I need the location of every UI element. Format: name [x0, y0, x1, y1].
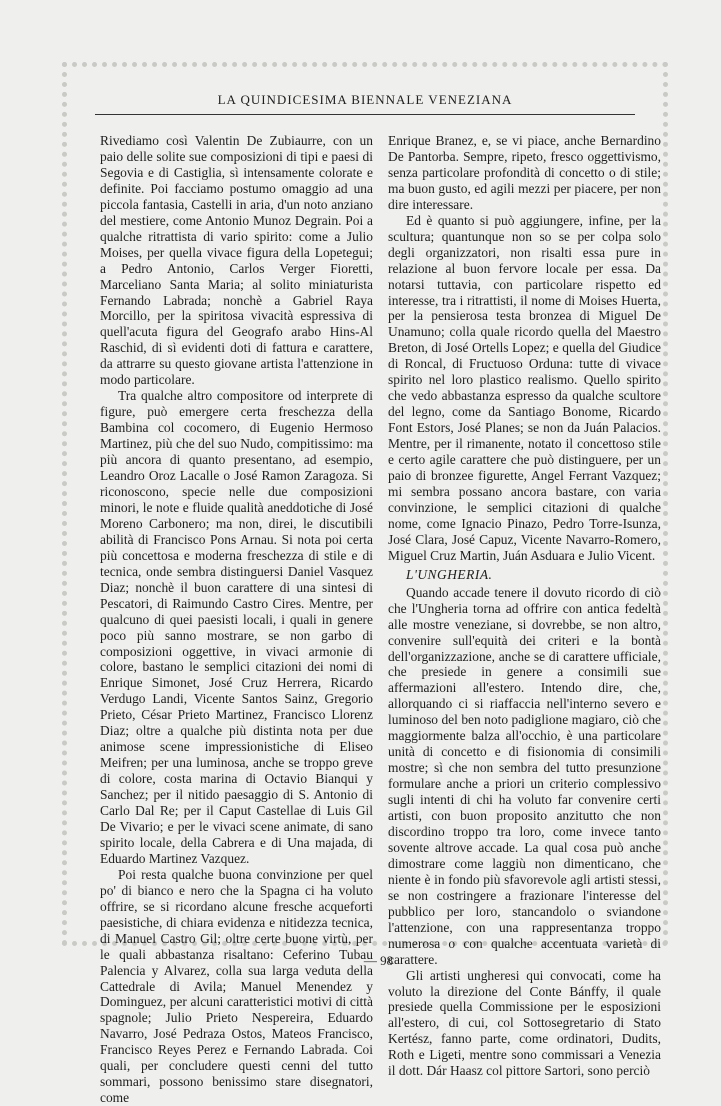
right-column	[388, 133, 661, 1079]
paragraph: Quando accade tenere il dovuto ricordo di ciò che l'Ungheria torna ad offrire con antica fedeltà alle mostre veneziane, si dovrebbe, se non altro, convenire sull'equità dei criteri e la bontà dell'organizzazione, anche se di carattere ufficiale, che presiede in genere a consimili sue affermazioni all'estero. Intendo dire, che, allorquando ci si riaffaccia nell'interno severo e luminoso del ben noto padiglione magiaro, ciò che maggiormente balza all'occhio, è una particolare unità di concetto e di fisionomia di consimili mostre; sì che non sembra del tutto presunzione formulare anche a priori un criterio complessivo sugli intenti di chi ha voluto far convenire certi artisti, con buon proposito anzitutto che non discordino troppo tra loro, come invece tanto sovente altrove accade. La qual cosa può anche dimostrare come laggiù non dimenticano, che niente è in fondo più sfavorevole agli artisti stessi, se non costringere a frazionare l'interesse del pubblico per loro, stancandolo o sviandone l'attenzione, con una rappresentanza troppo numerosa o con qualche accentuata varietà di carattere.	[388, 584, 661, 967]
paragraph: Rivediamo così Valentin De Zubiaurre, con un paio delle solite sue composizioni di tipi e paesi di Segovia e di Castiglia, sì intensamente colorate e definite. Poi facciamo postumo omaggio ad una piccola fantasia, Castelli in aria, d'un noto anziano del mestiere, come Antonio Munoz Degrain. Poi a qualche ritrattista di vario spirito: come a Julio Moises, per quella vivace figura della Lopetegui; a Pedro Antonio, Carlos Verger Fioretti, Marceliano Santa Maria; al solito miniaturista Fernando Labrada; nonchè a Gabriel Raya Morcillo, per la spiritosa vivacità espressiva di quell'acuta figura del Geografo arabo Hins-Al Raschid, di sì evidenti doti di fattura e carattere, da attrarre su questo giovane artista l'attenzione in modo particolare.	[100, 133, 373, 388]
paragraph: Ed è quanto si può aggiungere, infine, per la scultura; quantunque non so se per colpa solo degli organizzatori, non risalti essa pure in relazione al buon fervore locale per essa. Da notarsi tuttavia, con particolare rispetto ed interesse, tra i ritrattisti, il nome di Moises Huerta, per la pensierosa testa bronzea di Miguel De Unamuno; colla quale ricordo quella del Maestro Breton, di José Ortells Lopez; e quella del Giudice di Roncal, di Fructuoso Orduna: tutte di vivace spirito nel loro plastico realismo. Quello spirito che vedo abbastanza espresso da qualche scultore del legno, come da Santiago Bonome, Ricardo Font Estors, José Planes; se non da Juán Palacios. Mentre, per il rimanente, notato il concettoso stile e certo agile carattere che può distinguere, per un paio di bronzee figurette, Angel Ferrant Vazquez; mi sembra possano ancora bastare, con varia convinzione, le semplici citazioni di qualche nome, come Ignacio Pinazo, Pedro Torre-Isunza, José Clara, José Capuz, Vicente Navarro-Romero, Miguel Cruz Martin, Juán Asduara e Julio Vicent.	[388, 212, 661, 563]
running-head: LA QUINDICESIMA BIENNALE VENEZIANA	[217, 92, 513, 107]
paragraph: Enrique Branez, e, se vi piace, anche Bernardino De Pantorba. Sempre, ripeto, fresco oggettivismo, senza particolare profondità di concetto o di stile; ma buon gusto, ed agili mezzi per piacere, per non dire interessare.	[388, 133, 661, 212]
paragraph: Gli artisti ungheresi qui convocati, come ha voluto la direzione del Conte Bánffy, il quale presiede quella Commissione per le esposizioni all'estero, di cui, col Sottosegretario di Stato Kertész, fanno parte, come ordinatori, Dudits, Roth e Ligeti, mentre sono commissari a Venezia il dott. Dár Haasz col pittore Sartori, sono perciò	[388, 967, 661, 1079]
header-rule	[95, 114, 635, 115]
paragraph: Tra qualche altro compositore od interprete di figure, può emergere certa freschezza della Bambina col cocomero, di Eugenio Hermoso Martinez, più che del suo Nudo, compitissimo: ma più ancora di quanto presentano, ad esempio, Leandro Oroz Lacalle o José Ramon Zaragoza. Si riconoscono, specie nelle due composizioni minori, le note e fluide qualità aneddotiche di José Moreno Carbonero; ma non, direi, le discutibili abilità di Francisco Pons Arnau. Si nota poi certa più concettosa e moderna freschezza di stile e di tecnica, onde sembra distinguersi Daniel Vasquez Diaz; nonchè il buon carattere di una sintesi di Pescatori, di Raimundo Castro Cires. Mentre, per qualcuno di quei paesisti locali, i quali in genere poco più sanno mostrare, se non garbo di composizioni oggettive, in vivaci armonie di colore, bastano le semplici citazioni dei nomi di Enrique Simonet, José Cruz Herrera, Ricardo Verdugo Landi, Vicente Santos Sainz, Gregorio Prieto, César Prieto Martinez, Francisco Llorenz Diaz; oltre a qualche più distinta nota per due animose scene impressionistiche di Eliseo Meifren; per una luminosa, anche se troppo greve di colore, costa marina di Octavio Bianqui y Sanchez; per il nitido paesaggio di S. Antonio di Carlo Dal Re; per il Caput Castellae di Luis Gil De Vivario; e per le vivaci scene animate, di sano spirito locale, della Cabrera e di Una majada, di Eduardo Martinez Vazquez.	[100, 388, 373, 866]
paragraph: Poi resta qualche buona convinzione per quel po' di bianco e nero che la Spagna ci ha voluto offrire, se si ricordano alcune fresche acqueforti paesistiche, di chiara evidenza e nitidezza tecnica, di Manuel Castro Gil; oltre certe buone virtù, per le quali abbastanza risaltano: Ceferino Tubau Palencia y Alvarez, colla sua larga veduta della Cattedrale di Avila; Manuel Menendez y Dominguez, per alcuni caratteristici motivi di città spagnole; Julio Prieto Nespereira, Eduardo Navarro, José Pedraza Ostos, Mateos Francisco, Francisco Reyes Perez e Fernando Labrada. Coi quali, per concludere questi cenni del tutto sommari, possono benissimo stare disegnatori, come	[100, 866, 373, 1106]
section-heading: L'UNGHERIA.	[406, 566, 493, 582]
page-number: — 98	[363, 953, 394, 968]
